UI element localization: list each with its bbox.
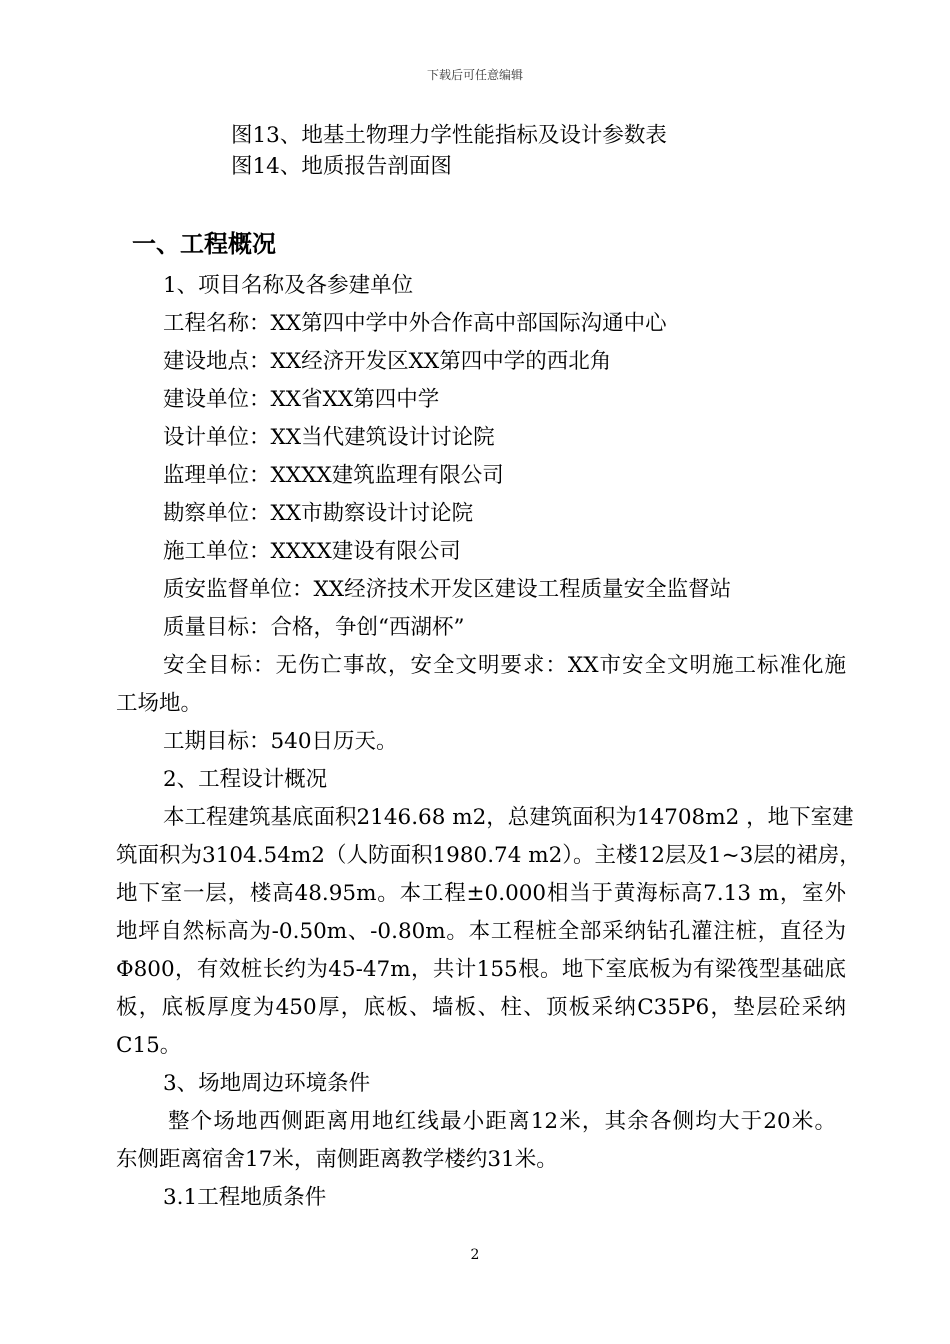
design-unit: 设计单位：XX当代建筑设计讨论院 (163, 425, 495, 450)
design-paragraph-line: 本工程建筑基底面积2146.68 m2，总建筑面积为14708m2 ，地下室建 (163, 805, 854, 830)
safety-target-line: 安全目标：无伤亡事故，安全文明要求：XX市安全文明施工标准化施 (163, 653, 846, 678)
environment-line: 东侧距离宿舍17米，南侧距离教学楼约31米。 (116, 1147, 558, 1172)
subsection-heading: 2、工程设计概况 (163, 767, 328, 792)
project-location: 建设地点：XX经济开发区XX第四中学的西北角 (163, 349, 612, 374)
design-paragraph-line: 地坪自然标高为-0.50m、-0.80m。本工程桩全部采纳钻孔灌注桩，直径为 (116, 919, 846, 944)
page-header: 下载后可任意编辑 (426, 68, 523, 82)
environment-line: 整个场地西侧距离用地红线最小距离12米，其余各侧均大于20米。 (168, 1109, 836, 1134)
toc-item: 图14、地质报告剖面图 (231, 154, 452, 179)
subsection-heading: 3、场地周边环境条件 (163, 1071, 371, 1096)
subsection-heading: 3.1工程地质条件 (163, 1185, 327, 1210)
design-paragraph-line: Φ800，有效桩长约为45-47m，共计155根。地下室底板为有梁筏型基础底 (116, 957, 846, 982)
design-paragraph-line: 板，底板厚度为450厚，底板、墙板、柱、顶板采纳C35P6，垫层砼采纳 (116, 995, 846, 1020)
section-title: 一、工程概况 (132, 230, 276, 258)
quality-target: 质量目标：合格，争创“西湖杯” (163, 615, 465, 640)
quality-safety-unit: 质安监督单位：XX经济技术开发区建设工程质量安全监督站 (163, 577, 732, 602)
design-paragraph-line: 筑面积为3104.54m2（人防面积1980.74 m2）。主楼12层及1~3层的裙房， (116, 843, 861, 868)
schedule-target: 工期目标：540日历天。 (163, 729, 398, 754)
design-paragraph-line: C15。 (116, 1033, 182, 1058)
survey-unit: 勘察单位：XX市勘察设计讨论院 (163, 501, 474, 526)
supervision-unit: 监理单位：XXXX建筑监理有限公司 (163, 463, 504, 488)
project-name: 工程名称：XX第四中学中外合作高中部国际沟通中心 (163, 311, 667, 336)
safety-target-line: 工场地。 (116, 691, 203, 716)
subsection-heading: 1、项目名称及各参建单位 (163, 273, 414, 298)
page-number: 2 (470, 1247, 480, 1263)
design-paragraph-line: 地下室一层，楼高48.95m。本工程±0.000相当于黄海标高7.13 m，室外 (116, 881, 846, 906)
owner-unit: 建设单位：XX省XX第四中学 (163, 387, 440, 412)
toc-item: 图13、地基土物理力学性能指标及设计参数表 (231, 123, 667, 148)
construction-unit: 施工单位：XXXX建设有限公司 (163, 539, 461, 564)
